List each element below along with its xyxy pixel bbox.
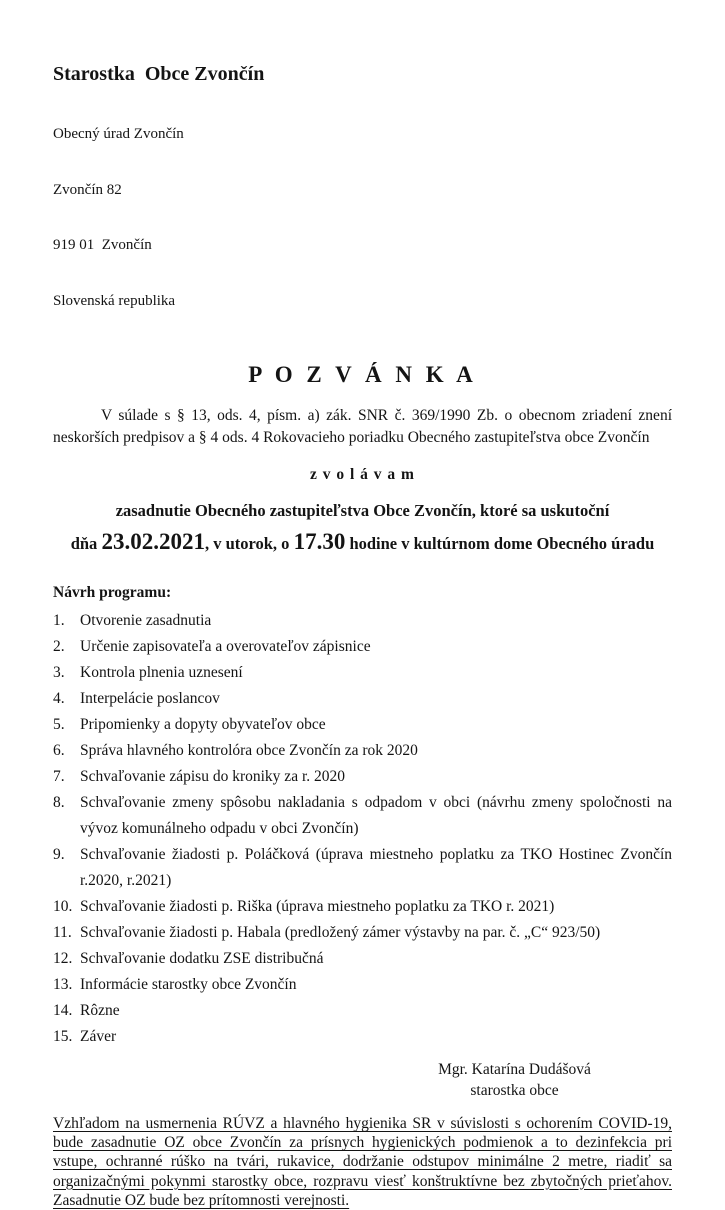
agenda-item-number: 4. [53,690,65,707]
agenda-item [53,764,672,790]
agenda-item-number: 6. [53,742,65,759]
agenda-item-number: 2. [53,638,65,655]
agenda-item-number: 11. [53,924,72,941]
agenda-item [53,608,672,634]
date-line [53,527,672,559]
agenda-item-text: Správa hlavného kontrolóra obce Zvončín za rok 2020 [80,742,418,759]
covid-notice: Vzhľadom na usmernenia RÚVZ a hlavného hygienika SR v súvislosti s ochorením COVID-19, bude zasadnutie OZ obce Zvončín za prísnych hygienických podmienok a to dezinfekcia pri vstupe, ochranné rúško na tvári, rukavice, dodržanie odstupov minimálne 2 metre, riadiť sa organizačnými pokynmi starostky obce, rozpravu viesť konštruktívne bez zbytočných prieťahov. Zasadnutie OZ bude bez prítomnosti verejnosti. [53,1115,672,1209]
agenda-item-text: Schvaľovanie zápisu do kroniky za r. 2020 [80,768,345,785]
agenda-item-text: Otvorenie zasadnutia [80,612,212,629]
agenda-item [53,894,672,920]
agenda-item-number: 8. [53,794,65,811]
meeting-time: 17.30 [293,529,346,554]
date-prefix: dňa [70,534,102,553]
agenda-item-number: 10. [53,898,73,915]
agenda-item [53,634,672,660]
letterhead-street: Zvončín 82 [53,181,122,198]
letterhead-office: Obecný úrad Zvončín [53,126,184,142]
agenda-item-number: 13. [53,976,73,993]
agenda-item-text: Kontrola plnenia uznesení [80,664,243,681]
agenda-item-text: Informácie starostky obce Zvončín [80,976,297,993]
agenda-item-text: Schvaľovanie zmeny spôsobu nakladania s odpadom v obci (návrhu zmeny spoločnosti na vývoz komunálneho odpadu v obci Zvončín) [80,794,672,837]
agenda-item-text: Určenie zapisovateľa a overovateľov zápisnice [80,638,371,655]
agenda-item-text: Schvaľovanie žiadosti p. Poláčková (úprava miestneho poplatku za TKO Hostinec Zvončín r.2020, r.2021) [80,846,672,889]
agenda-item-number: 7. [53,768,65,785]
agenda-item-number: 3. [53,664,65,681]
date-suffix: hodine v kultúrnom dome Obecného úradu [345,534,655,553]
signature-name: Mgr. Katarína Dudášová [438,1061,591,1078]
letterhead-country: Slovenská republika [53,292,176,309]
agenda-item [53,920,672,946]
agenda-item [53,660,672,686]
meeting-date: 23.02.2021 [101,529,205,554]
agenda-item-text: Interpelácie poslancov [80,690,220,707]
agenda-item [53,1024,672,1050]
agenda-item-number: 12. [53,950,73,967]
agenda-item-number: 15. [53,1028,73,1045]
agenda-item [53,790,672,842]
agenda-item [53,686,672,712]
agenda-item-text: Rôzne [80,1002,120,1019]
date-middle: , v utorok, o [204,534,294,553]
agenda-item-number: 1. [53,612,65,629]
letterhead [53,26,672,347]
meeting-line: zasadnutie Obecného zastupiteľstva Obce Zvončín, ktoré sa uskutoční [115,501,610,520]
agenda-item-text: Schvaľovanie dodatku ZSE distribučná [80,950,324,967]
agenda-item [53,842,672,894]
letterhead-org: Starostka Obce Zvončín [53,63,265,85]
letterhead-city: 919 01 Zvončín [53,237,152,253]
convene-word: z v o l á v a m [310,466,415,483]
agenda-item-text: Pripomienky a dopyty obyvateľov obce [80,716,326,733]
intro-paragraph: V súlade s § 13, ods. 4, písm. a) zák. SNR č. 369/1990 Zb. o obecnom zriadení znení neskorších predpisov a § 4 ods. 4 Rokovacieho poriadku Obecného zastupiteľstva obce Zvončín [53,407,672,446]
agenda-item [53,998,672,1024]
signature-block [392,1059,637,1101]
agenda-item-number: 9. [53,846,65,863]
agenda-item-text: Schvaľovanie žiadosti p. Habala (predložený zámer výstavby na par. č. „C“ 923/50) [80,924,601,941]
agenda-item-text: Záver [80,1028,117,1045]
agenda-item-number: 14. [53,1002,73,1019]
agenda-list [53,608,672,1050]
document-title: P O Z V Á N K A [248,362,477,387]
agenda-item-number: 5. [53,716,65,733]
signature-role: starostka obce [470,1082,559,1099]
agenda-item [53,946,672,972]
agenda-item [53,738,672,764]
agenda-item [53,712,672,738]
agenda-heading: Návrh programu: [53,584,172,601]
agenda-item [53,972,672,998]
agenda-item-text: Schvaľovanie žiadosti p. Riška (úprava miestneho poplatku za TKO r. 2021) [80,898,555,915]
